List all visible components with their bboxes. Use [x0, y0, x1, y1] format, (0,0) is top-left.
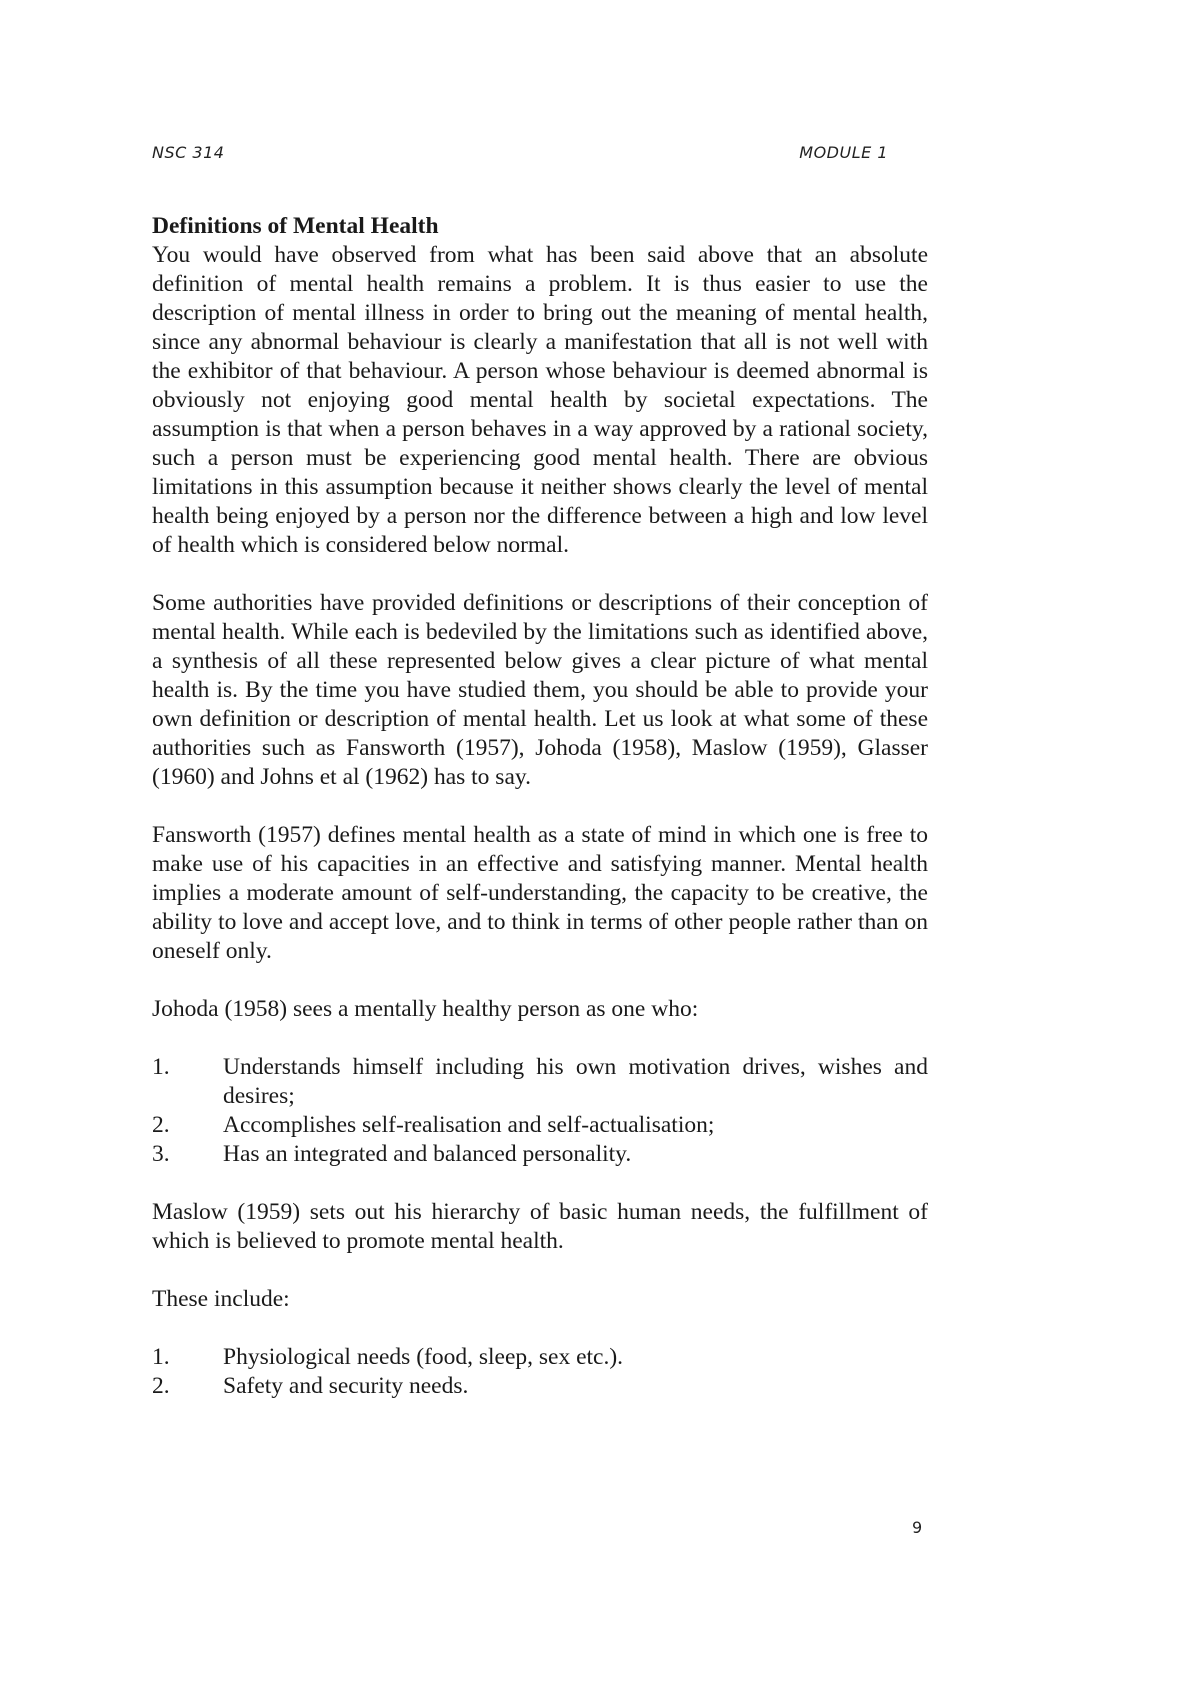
- list-text: Understands himself including his own motivation drives, wishes and desires;: [223, 1054, 928, 1109]
- list-item: [152, 1343, 928, 1372]
- section-heading: Definitions of Mental Health: [152, 213, 439, 239]
- list-item: [152, 1372, 928, 1401]
- module-label: MODULE 1: [799, 143, 888, 162]
- page-header: [152, 143, 888, 169]
- list-number: 2.: [152, 1112, 170, 1138]
- paragraph-johoda: Johoda (1958) sees a mentally healthy person as one who:: [152, 996, 699, 1022]
- list-number: 1.: [152, 1344, 170, 1370]
- list-number: 2.: [152, 1373, 170, 1399]
- list-text: Has an integrated and balanced personality.: [223, 1141, 632, 1167]
- list-number: 1.: [152, 1054, 170, 1080]
- list-item: [152, 1053, 928, 1111]
- list-item: [152, 1111, 928, 1140]
- maslow-list: [152, 1343, 928, 1401]
- list-text: Accomplishes self-realisation and self-actualisation;: [223, 1112, 715, 1138]
- paragraph-fansworth: Fansworth (1957) defines mental health as a state of mind in which one is free to make use of his capacities in an effective and satisfying manner. Mental health implies a moderate amount of self-understanding, the capacity to be creative, the ability to love and accept love, and to think in terms of other people rather than on oneself only.: [152, 822, 928, 964]
- list-text: Physiological needs (food, sleep, sex etc.).: [223, 1344, 624, 1370]
- paragraph-authorities: Some authorities have provided definitions or descriptions of their conception of mental health. While each is bedeviled by the limitations such as identified above, a synthesis of all these represented below gives a clear picture of what mental health is. By the time you have studied them, you should be able to provide your own definition or description of mental health. Let us look at what some of these authorities such as Fansworth (1957), Johoda (1958), Maslow (1959), Glasser (1960) and Johns et al (1962) has to say.: [152, 590, 928, 790]
- list-item: [152, 1140, 928, 1169]
- page-body: [152, 212, 928, 1430]
- paragraph-intro: You would have observed from what has been said above that an absolute definition of mental health remains a problem. It is thus easier to use the description of mental illness in order to bring out the meaning of mental health, since any abnormal behaviour is clearly a manifestation that all is not well with the exhibitor of that behaviour. A person whose behaviour is deemed abnormal is obviously not enjoying good mental health by societal expectations. The assumption is that when a person behaves in a way approved by a rational society, such a person must be experiencing good mental health. There are obvious limitations in this assumption because it neither shows clearly the level of mental health being enjoyed by a person nor the difference between a high and low level of health which is considered below normal.: [152, 242, 928, 558]
- list-text: Safety and security needs.: [223, 1373, 469, 1399]
- list-number: 3.: [152, 1141, 170, 1167]
- course-code: NSC 314: [152, 143, 225, 162]
- paragraph-maslow: Maslow (1959) sets out his hierarchy of basic human needs, the fulfillment of which is believed to promote mental health.: [152, 1199, 928, 1254]
- johoda-list: [152, 1053, 928, 1169]
- page-number: 9: [912, 1518, 923, 1537]
- paragraph-these-include: These include:: [152, 1286, 290, 1312]
